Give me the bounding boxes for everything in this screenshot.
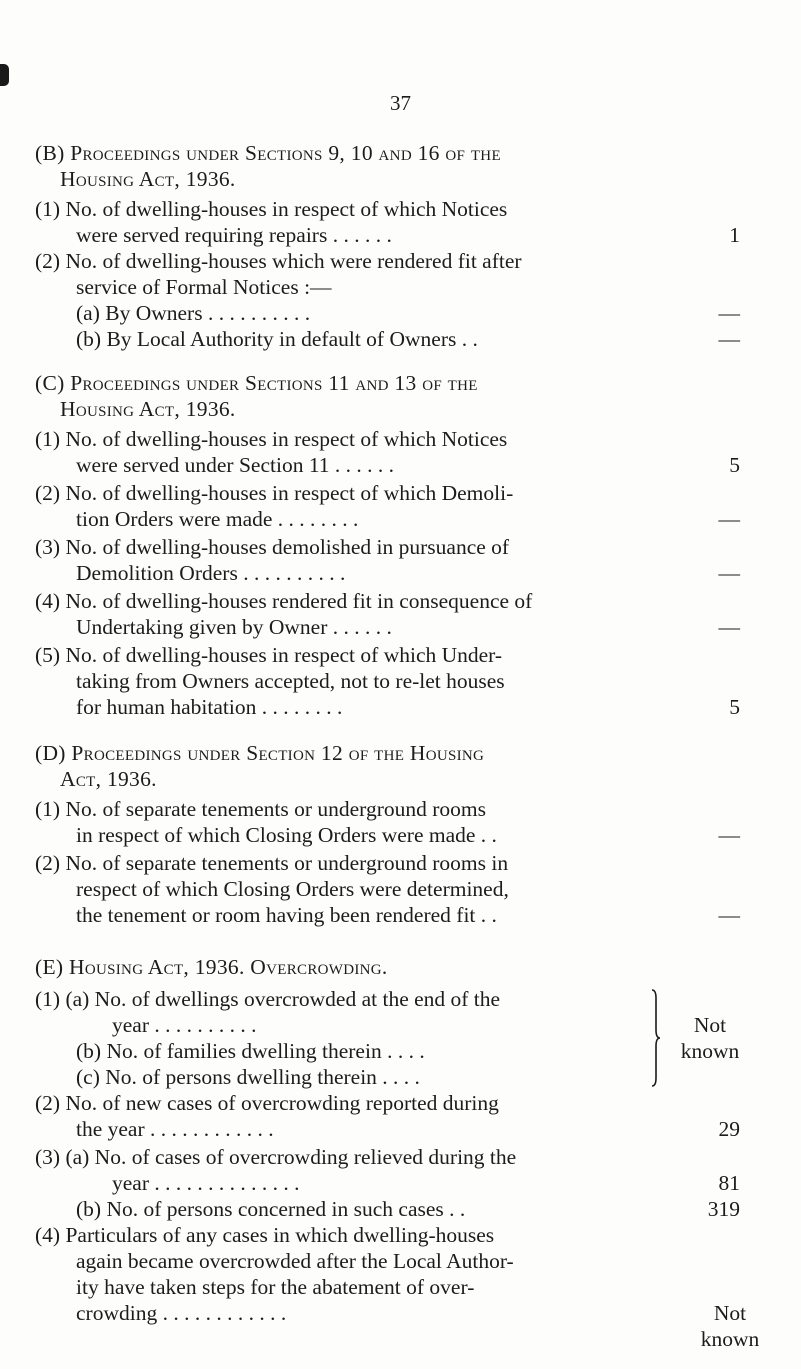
- section-b-heading: (B) Proceedings under Sections 9, 10 and 16 of the: [35, 141, 501, 165]
- section-c-item-4-cont: Undertaking given by Owner . . . . . .: [76, 615, 392, 639]
- section-b-item-2a-value: —: [718, 301, 740, 325]
- section-e-item-3b: (b) No. of persons concerned in such cases . .: [76, 1197, 466, 1221]
- section-c-item-5-cont: taking from Owners accepted, not to re-let houses: [76, 669, 505, 693]
- section-b-item-1: (1) No. of dwelling-houses in respect of which Notices: [35, 197, 508, 221]
- section-c-item-5: (5) No. of dwelling-houses in respect of which Under-: [35, 643, 503, 667]
- section-c-item-1: (1) No. of dwelling-houses in respect of which Notices: [35, 427, 508, 451]
- section-b-item-1-value: 1: [729, 223, 740, 247]
- section-d-heading-cont: Act, 1936.: [60, 767, 157, 791]
- section-d-item-2-cont: respect of which Closing Orders were determined,: [76, 877, 509, 901]
- section-d-heading: (D) Proceedings under Section 12 of the Housing: [35, 741, 485, 765]
- section-c-heading-cont: Housing Act, 1936.: [60, 397, 236, 421]
- section-d-item-2-cont2: the tenement or room having been rendered fit . .: [76, 903, 497, 927]
- section-e-item-2-value: 29: [718, 1117, 740, 1141]
- section-c-item-1-value: 5: [729, 453, 740, 477]
- section-b-item-2b-value: —: [718, 327, 740, 351]
- section-b-heading-cont: Housing Act, 1936.: [60, 167, 236, 191]
- section-e-item-3a-cont: year . . . . . . . . . . . . . .: [112, 1171, 300, 1195]
- section-c-item-2-value: —: [718, 507, 740, 531]
- right-brace-icon: [651, 988, 661, 1088]
- section-c-item-3-cont: Demolition Orders . . . . . . . . . .: [76, 561, 346, 585]
- section-e-item-1-value-line1: Not: [693, 1013, 727, 1037]
- section-b-item-1-cont: were served requiring repairs . . . . . .: [76, 223, 392, 247]
- section-e-item-4-value-line1: Not: [713, 1301, 747, 1325]
- section-c-heading: (C) Proceedings under Sections 11 and 13 of the: [35, 371, 478, 395]
- section-e-item-4-value: [690, 1300, 770, 1352]
- section-b-item-2b: (b) By Local Authority in default of Owners . .: [76, 327, 478, 351]
- page-number: 37: [390, 91, 411, 115]
- section-c-item-2: (2) No. of dwelling-houses in respect of which Demoli-: [35, 481, 514, 505]
- section-c-item-2-cont: tion Orders were made . . . . . . . .: [76, 507, 359, 531]
- section-e-item-4-cont: again became overcrowded after the Local Author-: [76, 1249, 514, 1273]
- section-e-item-1a: (1) (a) No. of dwellings overcrowded at the end of the: [35, 987, 501, 1011]
- section-e-item-1b: (b) No. of families dwelling therein . . . .: [76, 1039, 425, 1063]
- section-e-heading: (E) Housing Act, 1936. Overcrowding.: [35, 955, 388, 979]
- section-e-item-1c: (c) No. of persons dwelling therein . . . .: [76, 1065, 420, 1089]
- section-e-item-4-cont3: crowding . . . . . . . . . . . .: [76, 1301, 287, 1325]
- section-d-item-1-cont: in respect of which Closing Orders were made . .: [76, 823, 497, 847]
- section-c-item-5-value: 5: [729, 695, 740, 719]
- section-e-item-4: (4) Particulars of any cases in which dwelling-houses: [35, 1223, 495, 1247]
- section-d-item-1: (1) No. of separate tenements or underground rooms: [35, 797, 486, 821]
- section-e-item-4-value-line2: known: [700, 1327, 760, 1351]
- section-b-item-2: (2) No. of dwelling-houses which were rendered fit after: [35, 249, 522, 273]
- section-e-item-3a: (3) (a) No. of cases of overcrowding relieved during the: [35, 1145, 517, 1169]
- section-e-item-4-cont2: ity have taken steps for the abatement of over-: [76, 1275, 475, 1299]
- section-b-item-2-cont: service of Formal Notices :—: [76, 275, 332, 299]
- section-e-item-3b-value: 319: [707, 1197, 740, 1221]
- page-edge-mark: [0, 64, 9, 86]
- section-e-item-2: (2) No. of new cases of overcrowding reported during: [35, 1091, 499, 1115]
- section-e-item-2-cont: the year . . . . . . . . . . . .: [76, 1117, 274, 1141]
- section-e-item-1-value-line2: known: [680, 1039, 740, 1063]
- section-d-item-1-value: —: [718, 823, 740, 847]
- section-c-item-3: (3) No. of dwelling-houses demolished in pursuance of: [35, 535, 510, 559]
- section-d-item-2: (2) No. of separate tenements or underground rooms in: [35, 851, 509, 875]
- section-e-item-3a-value: 81: [718, 1171, 740, 1195]
- section-c-item-4-value: —: [718, 615, 740, 639]
- section-e-item-1a-cont: year . . . . . . . . . .: [112, 1013, 257, 1037]
- section-c-item-3-value: —: [718, 561, 740, 585]
- section-c-item-1-cont: were served under Section 11 . . . . . .: [76, 453, 395, 477]
- section-c-item-4: (4) No. of dwelling-houses rendered fit in consequence of: [35, 589, 533, 613]
- section-d-item-2-value: —: [718, 903, 740, 927]
- section-b-item-2a: (a) By Owners . . . . . . . . . .: [76, 301, 311, 325]
- section-c-item-5-cont2: for human habitation . . . . . . . .: [76, 695, 343, 719]
- section-e-item-1-value: [675, 1012, 745, 1064]
